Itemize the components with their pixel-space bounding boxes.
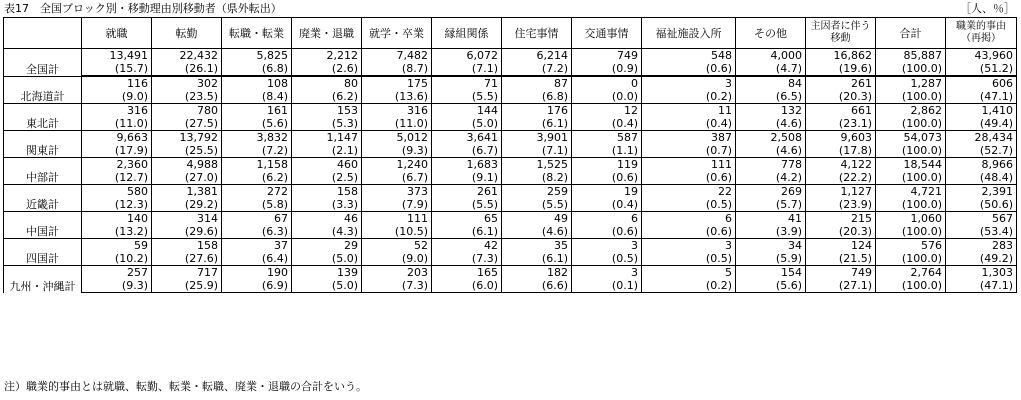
- value-cell: 7,482: [362, 49, 432, 63]
- value-cell: 6: [572, 212, 642, 226]
- value-cell: 1,127: [806, 185, 876, 199]
- table-row: [4, 104, 1017, 118]
- value-cell: 29: [292, 239, 362, 253]
- percent-cell: (10.2): [82, 252, 152, 266]
- percent-cell: (5.3): [292, 117, 362, 131]
- column-header: 転勤: [152, 18, 222, 49]
- percent-cell: (100.0): [876, 198, 946, 212]
- value-cell: 749: [806, 266, 876, 280]
- value-cell: 2,508: [736, 131, 806, 145]
- value-cell: 316: [362, 104, 432, 118]
- value-cell: 84: [736, 76, 806, 90]
- value-cell: 778: [736, 158, 806, 172]
- table-row-percent: [4, 90, 1017, 104]
- value-cell: 140: [82, 212, 152, 226]
- percent-cell: (47.1): [946, 90, 1017, 104]
- value-cell: 1,683: [432, 158, 502, 172]
- value-cell: 2,360: [82, 158, 152, 172]
- footnote: 注）職業的事由とは就職、転勤、転業・転職、廃業・退職の合計をいう。: [4, 380, 367, 393]
- percent-cell: (21.5): [806, 252, 876, 266]
- percent-cell: (50.6): [946, 198, 1017, 212]
- percent-cell: (7.3): [362, 279, 432, 293]
- percent-cell: (5.7): [736, 198, 806, 212]
- row-header: 全国計: [4, 49, 82, 77]
- percent-cell: (8.2): [502, 171, 572, 185]
- table-row: [4, 212, 1017, 226]
- percent-cell: (0.6): [572, 171, 642, 185]
- row-header: 四国計: [4, 239, 82, 266]
- value-cell: 587: [572, 131, 642, 145]
- percent-cell: (5.6): [736, 279, 806, 293]
- percent-cell: (2.5): [292, 171, 362, 185]
- value-cell: 59: [82, 239, 152, 253]
- percent-cell: (53.4): [946, 225, 1017, 239]
- percent-cell: (5.0): [292, 279, 362, 293]
- percent-cell: (7.1): [432, 62, 502, 76]
- value-cell: 28,434: [946, 131, 1017, 145]
- value-cell: 606: [946, 76, 1017, 90]
- column-header: 転職・転業: [222, 18, 292, 49]
- value-cell: 154: [736, 266, 806, 280]
- value-cell: 257: [82, 266, 152, 280]
- percent-cell: (49.4): [946, 117, 1017, 131]
- value-cell: 6: [642, 212, 736, 226]
- value-cell: 0: [572, 76, 642, 90]
- value-cell: 116: [82, 76, 152, 90]
- value-cell: 2,862: [876, 104, 946, 118]
- value-cell: 182: [502, 266, 572, 280]
- value-cell: 3: [572, 239, 642, 253]
- table-row-percent: [4, 225, 1017, 239]
- percent-cell: (9.0): [362, 252, 432, 266]
- value-cell: 139: [292, 266, 362, 280]
- percent-cell: (7.1): [502, 144, 572, 158]
- value-cell: 35: [502, 239, 572, 253]
- value-cell: 717: [152, 266, 222, 280]
- row-header: 東北計: [4, 104, 82, 131]
- table-row: [4, 266, 1017, 280]
- percent-cell: (6.4): [222, 252, 292, 266]
- value-cell: 4,000: [736, 49, 806, 63]
- value-cell: 42: [432, 239, 502, 253]
- column-header: 就学・卒業: [362, 18, 432, 49]
- percent-cell: (9.3): [362, 144, 432, 158]
- percent-cell: (8.4): [222, 90, 292, 104]
- value-cell: 165: [432, 266, 502, 280]
- percent-cell: (20.3): [806, 225, 876, 239]
- migration-table: [3, 17, 1017, 293]
- value-cell: 6,072: [432, 49, 502, 63]
- value-cell: 37: [222, 239, 292, 253]
- value-cell: 49: [502, 212, 572, 226]
- row-header: 中国計: [4, 212, 82, 239]
- percent-cell: (2.6): [292, 62, 362, 76]
- table-row: [4, 131, 1017, 145]
- percent-cell: (0.7): [642, 144, 736, 158]
- percent-cell: (20.3): [806, 90, 876, 104]
- value-cell: 1,287: [876, 76, 946, 90]
- table-row: [4, 239, 1017, 253]
- percent-cell: (7.2): [222, 144, 292, 158]
- value-cell: 548: [642, 49, 736, 63]
- percent-cell: (5.5): [502, 198, 572, 212]
- table-row-percent: [4, 62, 1017, 76]
- percent-cell: (6.8): [502, 90, 572, 104]
- value-cell: 9,663: [82, 131, 152, 145]
- value-cell: 314: [152, 212, 222, 226]
- value-cell: 16,862: [806, 49, 876, 63]
- percent-cell: (6.9): [222, 279, 292, 293]
- percent-cell: (100.0): [876, 252, 946, 266]
- value-cell: 111: [362, 212, 432, 226]
- percent-cell: (7.2): [502, 62, 572, 76]
- column-header: 廃業・退職: [292, 18, 362, 49]
- value-cell: 2,764: [876, 266, 946, 280]
- percent-cell: (0.1): [572, 279, 642, 293]
- value-cell: 158: [292, 185, 362, 199]
- percent-cell: (6.1): [432, 225, 502, 239]
- value-cell: 567: [946, 212, 1017, 226]
- percent-cell: (52.7): [946, 144, 1017, 158]
- value-cell: 54,073: [876, 131, 946, 145]
- value-cell: 19: [572, 185, 642, 199]
- value-cell: 3: [572, 266, 642, 280]
- value-cell: 71: [432, 76, 502, 90]
- percent-cell: (0.0): [572, 90, 642, 104]
- percent-cell: (6.2): [222, 171, 292, 185]
- corner-cell: [4, 18, 82, 49]
- value-cell: 203: [362, 266, 432, 280]
- value-cell: 119: [572, 158, 642, 172]
- value-cell: 43,960: [946, 49, 1017, 63]
- value-cell: 1,381: [152, 185, 222, 199]
- value-cell: 580: [82, 185, 152, 199]
- value-cell: 387: [642, 131, 736, 145]
- column-header: 交通事情: [572, 18, 642, 49]
- percent-cell: (6.7): [362, 171, 432, 185]
- percent-cell: (7.3): [432, 252, 502, 266]
- value-cell: 41: [736, 212, 806, 226]
- value-cell: 9,603: [806, 131, 876, 145]
- percent-cell: (5.8): [222, 198, 292, 212]
- percent-cell: (9.1): [432, 171, 502, 185]
- value-cell: 22: [642, 185, 736, 199]
- header-row: [4, 18, 1017, 49]
- percent-cell: (1.1): [572, 144, 642, 158]
- table-row-percent: [4, 252, 1017, 266]
- value-cell: 3: [642, 239, 736, 253]
- value-cell: 1,158: [222, 158, 292, 172]
- column-header: 福祉施設入所: [642, 18, 736, 49]
- value-cell: 161: [222, 104, 292, 118]
- percent-cell: (100.0): [876, 171, 946, 185]
- value-cell: 1,060: [876, 212, 946, 226]
- percent-cell: (29.2): [152, 198, 222, 212]
- value-cell: 269: [736, 185, 806, 199]
- percent-cell: (27.5): [152, 117, 222, 131]
- percent-cell: (0.6): [642, 171, 736, 185]
- value-cell: 3,641: [432, 131, 502, 145]
- percent-cell: (23.9): [806, 198, 876, 212]
- table-row: [4, 49, 1017, 63]
- percent-cell: (12.7): [82, 171, 152, 185]
- value-cell: 460: [292, 158, 362, 172]
- value-cell: 13,491: [82, 49, 152, 63]
- value-cell: 34: [736, 239, 806, 253]
- column-header: 就職: [82, 18, 152, 49]
- value-cell: 780: [152, 104, 222, 118]
- value-cell: 5,825: [222, 49, 292, 63]
- value-cell: 4,988: [152, 158, 222, 172]
- value-cell: 13,792: [152, 131, 222, 145]
- column-header: その他: [736, 18, 806, 49]
- percent-cell: (6.1): [502, 117, 572, 131]
- row-header: 近畿計: [4, 185, 82, 212]
- percent-cell: (5.6): [222, 117, 292, 131]
- value-cell: 80: [292, 76, 362, 90]
- percent-cell: (6.2): [292, 90, 362, 104]
- value-cell: 5: [642, 266, 736, 280]
- percent-cell: (51.2): [946, 62, 1017, 76]
- percent-cell: (5.0): [432, 117, 502, 131]
- percent-cell: (26.1): [152, 62, 222, 76]
- percent-cell: (29.6): [152, 225, 222, 239]
- value-cell: 661: [806, 104, 876, 118]
- value-cell: 1,525: [502, 158, 572, 172]
- percent-cell: (10.5): [362, 225, 432, 239]
- column-header: 縁組関係: [432, 18, 502, 49]
- percent-cell: (9.0): [82, 90, 152, 104]
- percent-cell: (0.5): [572, 252, 642, 266]
- percent-cell: (22.2): [806, 171, 876, 185]
- percent-cell: (6.0): [432, 279, 502, 293]
- percent-cell: (13.6): [362, 90, 432, 104]
- value-cell: 2,212: [292, 49, 362, 63]
- percent-cell: (0.4): [572, 117, 642, 131]
- percent-cell: (9.3): [82, 279, 152, 293]
- value-cell: 52: [362, 239, 432, 253]
- value-cell: 316: [82, 104, 152, 118]
- percent-cell: (4.6): [736, 144, 806, 158]
- percent-cell: (0.2): [642, 90, 736, 104]
- value-cell: 124: [806, 239, 876, 253]
- value-cell: 3,832: [222, 131, 292, 145]
- percent-cell: (100.0): [876, 225, 946, 239]
- value-cell: 215: [806, 212, 876, 226]
- percent-cell: (4.3): [292, 225, 362, 239]
- value-cell: 4,122: [806, 158, 876, 172]
- value-cell: 4,721: [876, 185, 946, 199]
- percent-cell: (100.0): [876, 279, 946, 293]
- percent-cell: (100.0): [876, 144, 946, 158]
- value-cell: 3: [642, 76, 736, 90]
- row-header: 北海道計: [4, 76, 82, 104]
- value-cell: 67: [222, 212, 292, 226]
- percent-cell: (47.1): [946, 279, 1017, 293]
- percent-cell: (4.2): [736, 171, 806, 185]
- percent-cell: (6.6): [502, 279, 572, 293]
- value-cell: 3,901: [502, 131, 572, 145]
- table-row-percent: [4, 198, 1017, 212]
- value-cell: 302: [152, 76, 222, 90]
- percent-cell: (19.6): [806, 62, 876, 76]
- percent-cell: (12.3): [82, 198, 152, 212]
- percent-cell: (5.5): [432, 198, 502, 212]
- column-header: 合計: [876, 18, 946, 49]
- percent-cell: (27.1): [806, 279, 876, 293]
- value-cell: 158: [152, 239, 222, 253]
- percent-cell: (4.7): [736, 62, 806, 76]
- percent-cell: (27.0): [152, 171, 222, 185]
- percent-cell: (6.5): [736, 90, 806, 104]
- percent-cell: (5.9): [736, 252, 806, 266]
- percent-cell: (4.6): [502, 225, 572, 239]
- value-cell: 65: [432, 212, 502, 226]
- column-header: 住宅事情: [502, 18, 572, 49]
- percent-cell: (0.4): [572, 198, 642, 212]
- value-cell: 132: [736, 104, 806, 118]
- percent-cell: (17.8): [806, 144, 876, 158]
- percent-cell: (25.5): [152, 144, 222, 158]
- table-row-percent: [4, 171, 1017, 185]
- value-cell: 261: [432, 185, 502, 199]
- value-cell: 259: [502, 185, 572, 199]
- percent-cell: (23.5): [152, 90, 222, 104]
- percent-cell: (0.5): [642, 252, 736, 266]
- value-cell: 1,147: [292, 131, 362, 145]
- percent-cell: (5.5): [432, 90, 502, 104]
- percent-cell: (25.9): [152, 279, 222, 293]
- percent-cell: (11.0): [82, 117, 152, 131]
- percent-cell: (11.0): [362, 117, 432, 131]
- percent-cell: (6.7): [432, 144, 502, 158]
- percent-cell: (0.6): [642, 225, 736, 239]
- table-title: 表17 全国ブロック別・移動理由別移動者（県外転出）: [4, 2, 282, 15]
- percent-cell: (0.4): [642, 117, 736, 131]
- percent-cell: (3.3): [292, 198, 362, 212]
- percent-cell: (6.3): [222, 225, 292, 239]
- value-cell: 261: [806, 76, 876, 90]
- percent-cell: (23.1): [806, 117, 876, 131]
- value-cell: 2,391: [946, 185, 1017, 199]
- value-cell: 749: [572, 49, 642, 63]
- table-row: [4, 185, 1017, 199]
- percent-cell: (8.7): [362, 62, 432, 76]
- percent-cell: (5.0): [292, 252, 362, 266]
- value-cell: 6,214: [502, 49, 572, 63]
- value-cell: 190: [222, 266, 292, 280]
- value-cell: 1,410: [946, 104, 1017, 118]
- value-cell: 87: [502, 76, 572, 90]
- percent-cell: (0.5): [642, 198, 736, 212]
- percent-cell: (0.9): [572, 62, 642, 76]
- column-header: 主因者に伴う移動: [806, 18, 876, 49]
- percent-cell: (15.7): [82, 62, 152, 76]
- value-cell: 283: [946, 239, 1017, 253]
- value-cell: 176: [502, 104, 572, 118]
- percent-cell: (0.6): [642, 62, 736, 76]
- percent-cell: (4.6): [736, 117, 806, 131]
- unit-label: ［人、％］: [960, 2, 1015, 15]
- percent-cell: (100.0): [876, 117, 946, 131]
- value-cell: 11: [642, 104, 736, 118]
- table-row: [4, 158, 1017, 172]
- value-cell: 108: [222, 76, 292, 90]
- value-cell: 85,887: [876, 49, 946, 63]
- percent-cell: (48.4): [946, 171, 1017, 185]
- value-cell: 8,966: [946, 158, 1017, 172]
- value-cell: 144: [432, 104, 502, 118]
- table-row: [4, 76, 1017, 90]
- percent-cell: (100.0): [876, 62, 946, 76]
- percent-cell: (3.9): [736, 225, 806, 239]
- value-cell: 18,544: [876, 158, 946, 172]
- table-row-percent: [4, 117, 1017, 131]
- value-cell: 1,303: [946, 266, 1017, 280]
- value-cell: 373: [362, 185, 432, 199]
- column-header: 職業的事由（再掲）: [946, 18, 1017, 49]
- percent-cell: (17.9): [82, 144, 152, 158]
- value-cell: 12: [572, 104, 642, 118]
- table-row-percent: [4, 144, 1017, 158]
- value-cell: 175: [362, 76, 432, 90]
- table-row-percent: [4, 279, 1017, 293]
- percent-cell: (49.2): [946, 252, 1017, 266]
- value-cell: 1,240: [362, 158, 432, 172]
- percent-cell: (0.2): [642, 279, 736, 293]
- value-cell: 272: [222, 185, 292, 199]
- value-cell: 111: [642, 158, 736, 172]
- value-cell: 46: [292, 212, 362, 226]
- row-header: 中部計: [4, 158, 82, 185]
- percent-cell: (7.9): [362, 198, 432, 212]
- value-cell: 153: [292, 104, 362, 118]
- percent-cell: (6.1): [502, 252, 572, 266]
- percent-cell: (100.0): [876, 90, 946, 104]
- value-cell: 576: [876, 239, 946, 253]
- value-cell: 22,432: [152, 49, 222, 63]
- value-cell: 5,012: [362, 131, 432, 145]
- percent-cell: (2.1): [292, 144, 362, 158]
- percent-cell: (13.2): [82, 225, 152, 239]
- percent-cell: (6.8): [222, 62, 292, 76]
- row-header: 九州・沖縄計: [4, 266, 82, 293]
- row-header: 関東計: [4, 131, 82, 158]
- table-body: [4, 49, 1017, 293]
- percent-cell: (27.6): [152, 252, 222, 266]
- percent-cell: (0.6): [572, 225, 642, 239]
